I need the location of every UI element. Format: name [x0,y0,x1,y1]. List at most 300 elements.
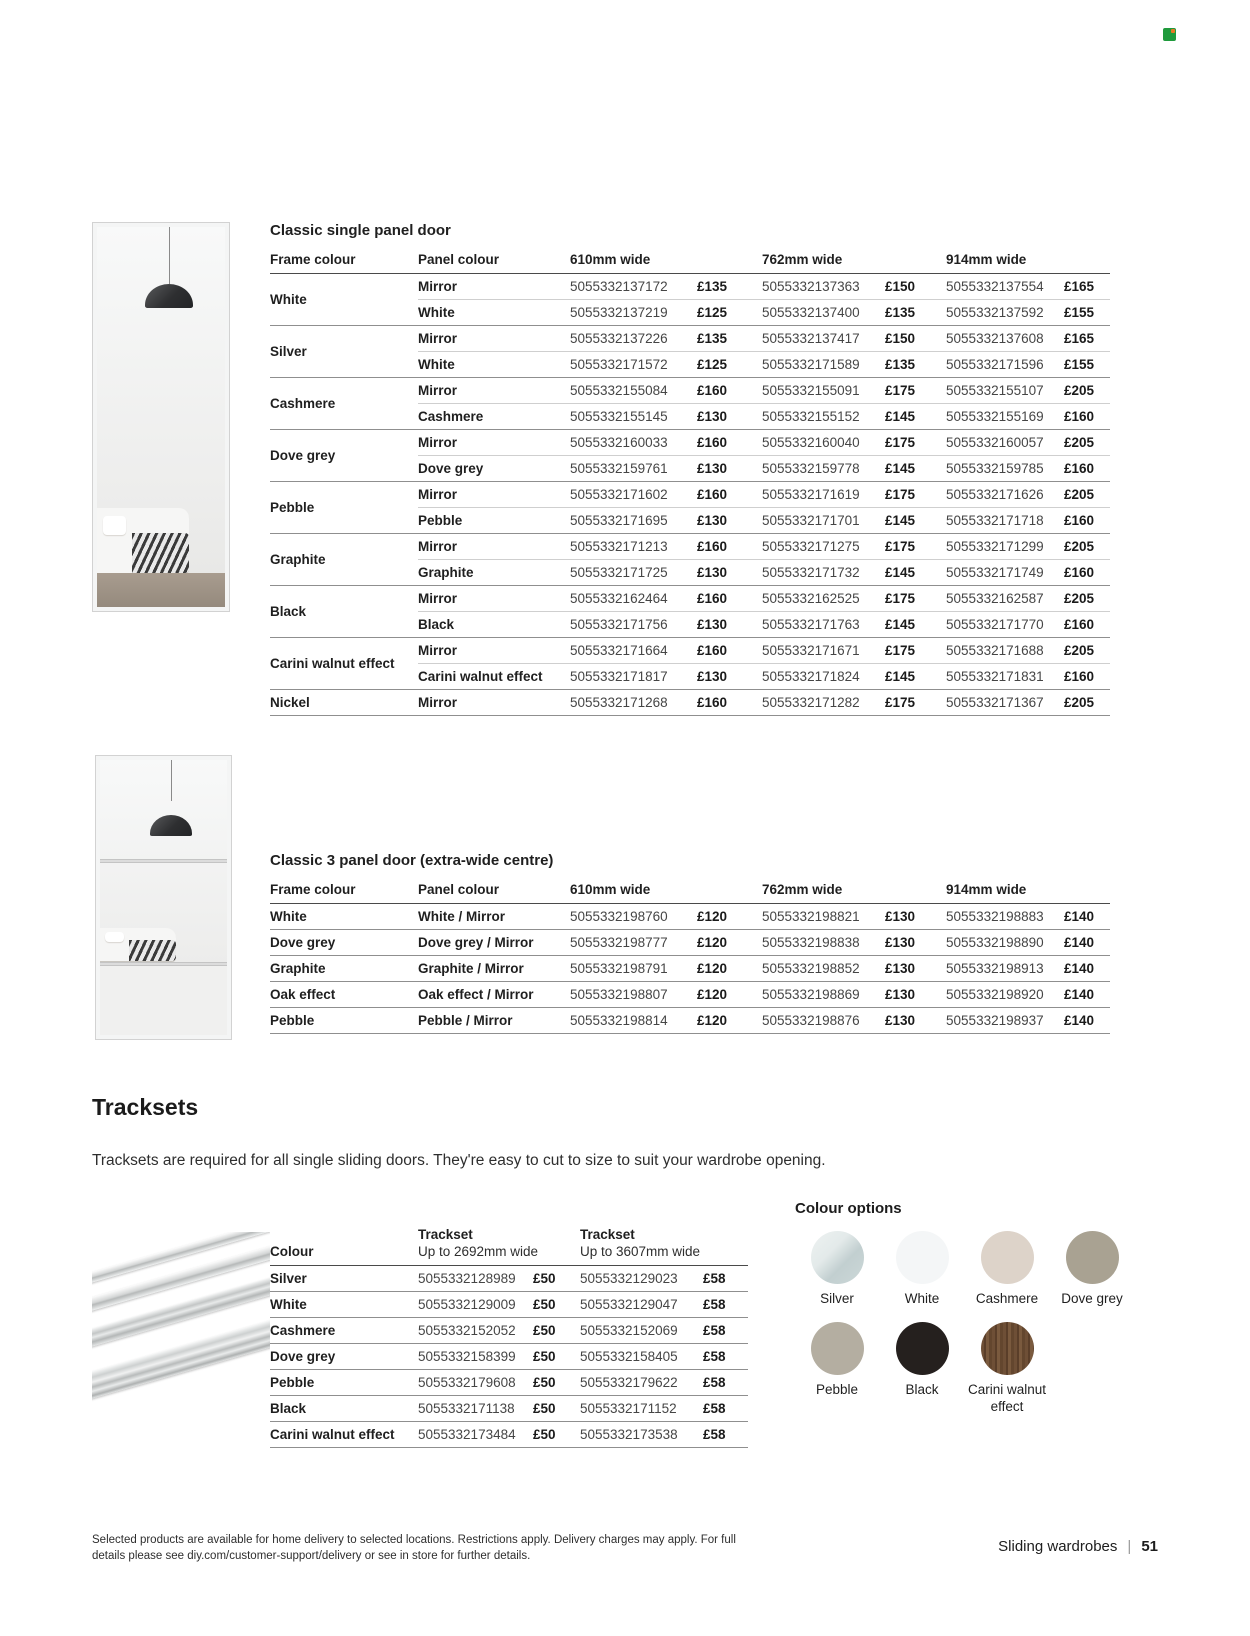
panel-colour-cell: Black [418,612,570,638]
footer-section-label: Sliding wardrobes [998,1538,1118,1555]
column-header: Trackset Up to 3607mm wide [580,1222,748,1266]
product-code: 5055332160033 [570,430,697,456]
product-code: 5055332137172 [570,279,668,294]
frame-colour-cell: Graphite [270,534,418,586]
product-code: 5055332162525 [762,586,885,612]
product-code: 5055332171824 [762,664,885,690]
product-code: 5055332158399 [418,1344,533,1370]
product-code: 5055332171749 [946,560,1064,586]
pendant-lamp [145,284,193,308]
column-header: Panel colour [418,247,570,274]
price: £130 [697,404,762,430]
trackset-section [270,1222,748,1448]
colour-swatch-pebble [811,1322,864,1375]
price: £140 [1064,930,1110,956]
product-code: 5055332198869 [762,982,885,1008]
colour-swatch-white [896,1231,949,1284]
price: £135 [697,326,762,352]
product-code: 5055332171664 [570,638,697,664]
colour-option [1050,1231,1134,1308]
header-row [270,1222,748,1266]
colour-options-row [795,1231,1145,1308]
price: £120 [697,930,762,956]
price: £130 [885,956,946,982]
product-code: 5055332137592 [946,300,1064,326]
pillow [103,516,127,535]
price: £130 [885,909,916,924]
price: £58 [703,1292,748,1318]
product-code: 5055332137226 [570,326,697,352]
product-code: 5055332198777 [570,930,697,956]
price: £130 [697,508,762,534]
price: £58 [703,1318,748,1344]
panel-colour-cell: Pebble / Mirror [418,1008,570,1034]
product-code: 5055332171671 [762,638,885,664]
colour-option-label: Carini walnut effect [967,1381,1047,1414]
product-code: 5055332171763 [762,612,885,638]
product-code: 5055332137219 [570,300,697,326]
trackset-product-image [92,1232,270,1447]
panel-colour-cell: Carini walnut effect [418,664,570,690]
product-code: 5055332155084 [570,378,697,404]
product-code: 5055332198883 [946,909,1044,924]
price: £175 [885,534,946,560]
product-code: 5055332162464 [570,586,697,612]
price: £160 [1064,560,1110,586]
price: £135 [697,279,728,294]
price: £58 [703,1370,748,1396]
product-code: 5055332155169 [946,404,1064,430]
frame-colour-cell: Dove grey [270,430,418,482]
brand-logo-icon [1163,28,1176,41]
product-code: 5055332198852 [762,956,885,982]
table-row [270,378,1110,404]
price: £125 [697,352,762,378]
colour-option [795,1322,879,1416]
price: £50 [533,1396,580,1422]
price: £130 [885,1008,946,1034]
frame-colour-cell: Oak effect [270,982,418,1008]
product-code: 5055332173538 [580,1422,703,1448]
panel-colour-cell: Pebble [418,508,570,534]
price: £155 [1064,352,1110,378]
column-header: Frame colour [270,247,418,274]
price: £175 [885,690,946,716]
column-header: 914mm wide [946,877,1110,904]
pillow [105,932,125,942]
colour-swatch-cashmere [981,1231,1034,1284]
price: £205 [1064,638,1110,664]
table-row [270,1292,748,1318]
product-code: 5055332171701 [762,508,885,534]
product-code: 5055332179608 [418,1370,533,1396]
price: £145 [885,456,946,482]
pendant-lamp [150,815,192,836]
price: £145 [885,612,946,638]
price: £165 [1064,279,1095,294]
product-code: 5055332160040 [762,430,885,456]
product-code: 5055332137363 [762,279,860,294]
product-code: 5055332171589 [762,352,885,378]
product-code: 5055332171596 [946,352,1064,378]
product-code: 5055332129009 [418,1292,533,1318]
colour-cell: Carini walnut effect [270,1422,418,1448]
product-code: 5055332137400 [762,300,885,326]
table-row [270,690,1110,716]
page-number: 51 [1141,1538,1158,1555]
product-code: 5055332198807 [570,982,697,1008]
price: £165 [1064,326,1110,352]
zigzag-blanket [132,533,189,573]
frame-colour-cell: Silver [270,326,418,378]
product-code: 5055332171756 [570,612,697,638]
colour-option-label: Dove grey [1061,1291,1123,1306]
colour-cell: Pebble [270,1370,418,1396]
delivery-footnote: Selected products are available for home delivery to selected locations. Restrictions apply. Delivery charges may apply. For full details please see diy.com/customer-support/delivery or see in store for further details. [92,1533,736,1562]
price: £120 [697,1008,762,1034]
price: £160 [697,430,762,456]
single-panel-title: Classic single panel door [270,222,451,239]
price: £175 [885,482,946,508]
product-code: 5055332171282 [762,690,885,716]
product-code: 5055332198814 [570,1008,697,1034]
product-code: 5055332198913 [946,956,1064,982]
panel-colour-cell: Mirror [418,430,570,456]
frame-colour-cell: Pebble [270,482,418,534]
colour-cell: Silver [270,1271,307,1286]
panel-colour-cell: Mirror [418,638,570,664]
single-panel-table [270,247,1110,716]
colour-cell: Black [270,1396,418,1422]
panel-divider [100,859,227,863]
product-code: 5055332198876 [762,1008,885,1034]
price: £175 [885,586,946,612]
column-header: 762mm wide [762,877,946,904]
price: £160 [1064,664,1110,690]
frame-colour-cell: Cashmere [270,378,418,430]
price: £205 [1064,586,1110,612]
price: £58 [703,1422,748,1448]
product-code: 5055332158405 [580,1344,703,1370]
single-panel-section [270,222,1110,716]
product-code: 5055332171275 [762,534,885,560]
table-row [270,1318,748,1344]
frame-colour-cell: Nickel [270,690,418,716]
single-panel-door-image [92,222,230,612]
price: £50 [533,1370,580,1396]
product-code: 5055332171688 [946,638,1064,664]
product-code: 5055332171725 [570,560,697,586]
colour-cell: White [270,1292,418,1318]
product-code: 5055332171817 [570,664,697,690]
panel-colour-cell: Mirror [418,690,570,716]
colour-cell: Cashmere [270,1318,418,1344]
product-code: 5055332198937 [946,1008,1064,1034]
price: £160 [697,638,762,664]
table-row [270,1344,748,1370]
panel-colour-cell: Dove grey [418,456,570,482]
price: £50 [533,1292,580,1318]
price: £160 [1064,508,1110,534]
colour-option-label: Cashmere [975,1291,1039,1306]
price: £205 [1064,378,1110,404]
price: £58 [703,1396,748,1422]
table-row [270,930,1110,956]
table-row [270,638,1110,664]
price: £160 [697,482,762,508]
price: £135 [885,300,946,326]
product-code: 5055332198760 [570,909,668,924]
price: £50 [533,1318,580,1344]
price: £135 [885,352,946,378]
price: £160 [1064,456,1110,482]
panel-colour-cell: Mirror [418,326,570,352]
bed [100,928,176,961]
table-row [270,1422,748,1448]
colour-cell: Dove grey [270,1344,418,1370]
table-row [270,904,1110,930]
price: £130 [697,456,762,482]
colour-swatch-black [896,1322,949,1375]
price: £145 [885,508,946,534]
price: £205 [1064,430,1110,456]
three-panel-table [270,877,1110,1034]
table-row [270,1266,748,1292]
panel-colour-cell: Mirror [418,378,570,404]
column-header: Colour [270,1222,418,1266]
price: £160 [697,586,762,612]
tracksets-description: Tracksets are required for all single sliding doors. They're easy to cut to size to suit your wardrobe opening. [92,1151,826,1169]
price: £160 [1064,612,1110,638]
colour-option [880,1322,964,1416]
product-code: 5055332137417 [762,326,885,352]
trackset-table [270,1222,748,1448]
colour-option [795,1231,879,1308]
price: £205 [1064,482,1110,508]
column-header: Frame colour [270,877,418,904]
price: £205 [1064,690,1110,716]
product-code: 5055332160057 [946,430,1064,456]
bed [97,508,189,573]
price: £125 [697,300,762,326]
price: £58 [703,1344,748,1370]
column-header: 610mm wide [570,877,762,904]
product-code: 5055332171732 [762,560,885,586]
colour-options-section [795,1200,1145,1430]
product-code: 5055332137554 [946,279,1044,294]
product-code: 5055332171152 [580,1396,703,1422]
table-row [270,326,1110,352]
price: £150 [885,326,946,352]
frame-colour-cell: White [270,909,307,924]
product-code: 5055332171602 [570,482,697,508]
three-panel-section [270,852,1110,1034]
table-row [270,274,1110,300]
table-row [270,956,1110,982]
table-row [270,982,1110,1008]
panel-colour-cell: Dove grey / Mirror [418,930,570,956]
price: £140 [1064,982,1110,1008]
price: £175 [885,430,946,456]
price: £130 [697,612,762,638]
product-code: 5055332129047 [580,1292,703,1318]
colour-option-label: Pebble [815,1381,859,1397]
price: £145 [885,664,946,690]
table-row [270,534,1110,560]
column-header: Trackset Up to 2692mm wide [418,1222,580,1266]
price: £50 [533,1422,580,1448]
lamp-cord [169,227,170,284]
price: £120 [697,956,762,982]
product-code: 5055332162587 [946,586,1064,612]
price: £160 [1064,404,1110,430]
panel-colour-cell: Mirror [418,482,570,508]
frame-colour-cell: Graphite [270,956,418,982]
product-code: 5055332171619 [762,482,885,508]
panel-colour-cell: Cashmere [418,404,570,430]
three-panel-title: Classic 3 panel door (extra-wide centre) [270,852,554,869]
table-row [270,1370,748,1396]
product-code: 5055332155152 [762,404,885,430]
product-code: 5055332171831 [946,664,1064,690]
table-row [270,586,1110,612]
colour-swatch-dove-grey [1066,1231,1119,1284]
table-row [270,1008,1110,1034]
product-code: 5055332128989 [418,1271,516,1286]
panel-colour-cell: Graphite [418,560,570,586]
brand-logo-dot [1171,29,1175,33]
price: £160 [697,534,762,560]
zigzag-blanket [129,940,176,960]
three-panel-door-image [95,755,232,1040]
price: £58 [703,1271,726,1286]
product-code: 5055332198821 [762,909,860,924]
panel-colour-cell: Mirror [418,586,570,612]
product-code: 5055332171299 [946,534,1064,560]
colour-swatch-silver [811,1231,864,1284]
colour-swatch-carini-walnut-effect [981,1322,1034,1375]
price: £120 [697,909,728,924]
product-code: 5055332171268 [570,690,697,716]
price: £50 [533,1344,580,1370]
price: £140 [1064,909,1095,924]
product-code: 5055332171367 [946,690,1064,716]
product-code: 5055332159785 [946,456,1064,482]
price: £205 [1064,534,1110,560]
colour-option-label: White [904,1291,940,1306]
price: £145 [885,560,946,586]
colour-options-row [795,1322,1145,1416]
frame-colour-cell: White [270,292,307,307]
panel-colour-cell: White [418,352,570,378]
frame-colour-cell: Pebble [270,1008,418,1034]
bottom-panel [100,966,227,1035]
product-code: 5055332198791 [570,956,697,982]
price: £50 [533,1271,556,1286]
price: £130 [885,930,946,956]
price: £130 [697,664,762,690]
product-code: 5055332152069 [580,1318,703,1344]
colour-options-grid [795,1231,1145,1416]
product-code: 5055332129023 [580,1271,678,1286]
colour-option [965,1231,1049,1308]
product-code: 5055332198920 [946,982,1064,1008]
footer-separator: | [1127,1538,1132,1555]
panel-colour-cell: White / Mirror [418,909,505,924]
product-code: 5055332171213 [570,534,697,560]
product-code: 5055332171138 [418,1396,533,1422]
colour-options-heading: Colour options [795,1200,902,1217]
product-code: 5055332155145 [570,404,697,430]
header-row [270,877,1110,904]
colour-option [965,1322,1049,1416]
product-code: 5055332173484 [418,1422,533,1448]
price: £160 [697,378,762,404]
price: £160 [697,690,762,716]
wood-floor [97,573,225,607]
tracksets-heading: Tracksets [92,1094,199,1120]
mirror-reflection [97,227,225,607]
column-header: 610mm wide [570,247,762,274]
price: £150 [885,279,916,294]
mirror-reflection [100,760,227,1035]
price: £140 [1064,956,1110,982]
price: £120 [697,982,762,1008]
table-row [270,482,1110,508]
colour-option-label: Black [905,1381,939,1397]
lamp-cord [171,760,172,801]
product-code: 5055332198890 [946,930,1064,956]
table-row [270,430,1110,456]
header-row [270,247,1110,274]
price: £155 [1064,300,1110,326]
column-header: 914mm wide [946,247,1110,274]
product-code: 5055332155091 [762,378,885,404]
page-footer [998,1538,1158,1555]
frame-colour-cell: Dove grey [270,930,418,956]
product-code: 5055332152052 [418,1318,533,1344]
product-code: 5055332179622 [580,1370,703,1396]
product-code: 5055332171626 [946,482,1064,508]
colour-option [880,1231,964,1308]
column-header: 762mm wide [762,247,946,274]
price: £175 [885,378,946,404]
product-code: 5055332171572 [570,352,697,378]
table-row [270,1396,748,1422]
frame-colour-cell: Carini walnut effect [270,638,418,690]
product-code: 5055332159778 [762,456,885,482]
product-code: 5055332155107 [946,378,1064,404]
price: £175 [885,638,946,664]
product-code: 5055332137608 [946,326,1064,352]
product-code: 5055332171770 [946,612,1064,638]
panel-colour-cell: Oak effect / Mirror [418,982,570,1008]
product-code: 5055332198838 [762,930,885,956]
panel-colour-cell: Mirror [418,534,570,560]
column-header: Panel colour [418,877,570,904]
panel-colour-cell: Mirror [418,279,458,294]
price: £145 [885,404,946,430]
colour-option-label: Silver [820,1291,854,1306]
product-code: 5055332171718 [946,508,1064,534]
product-code: 5055332159761 [570,456,697,482]
product-code: 5055332171695 [570,508,697,534]
frame-colour-cell: Black [270,586,418,638]
panel-colour-cell: White [418,300,570,326]
price: £140 [1064,1008,1110,1034]
price: £130 [697,560,762,586]
panel-colour-cell: Graphite / Mirror [418,956,570,982]
